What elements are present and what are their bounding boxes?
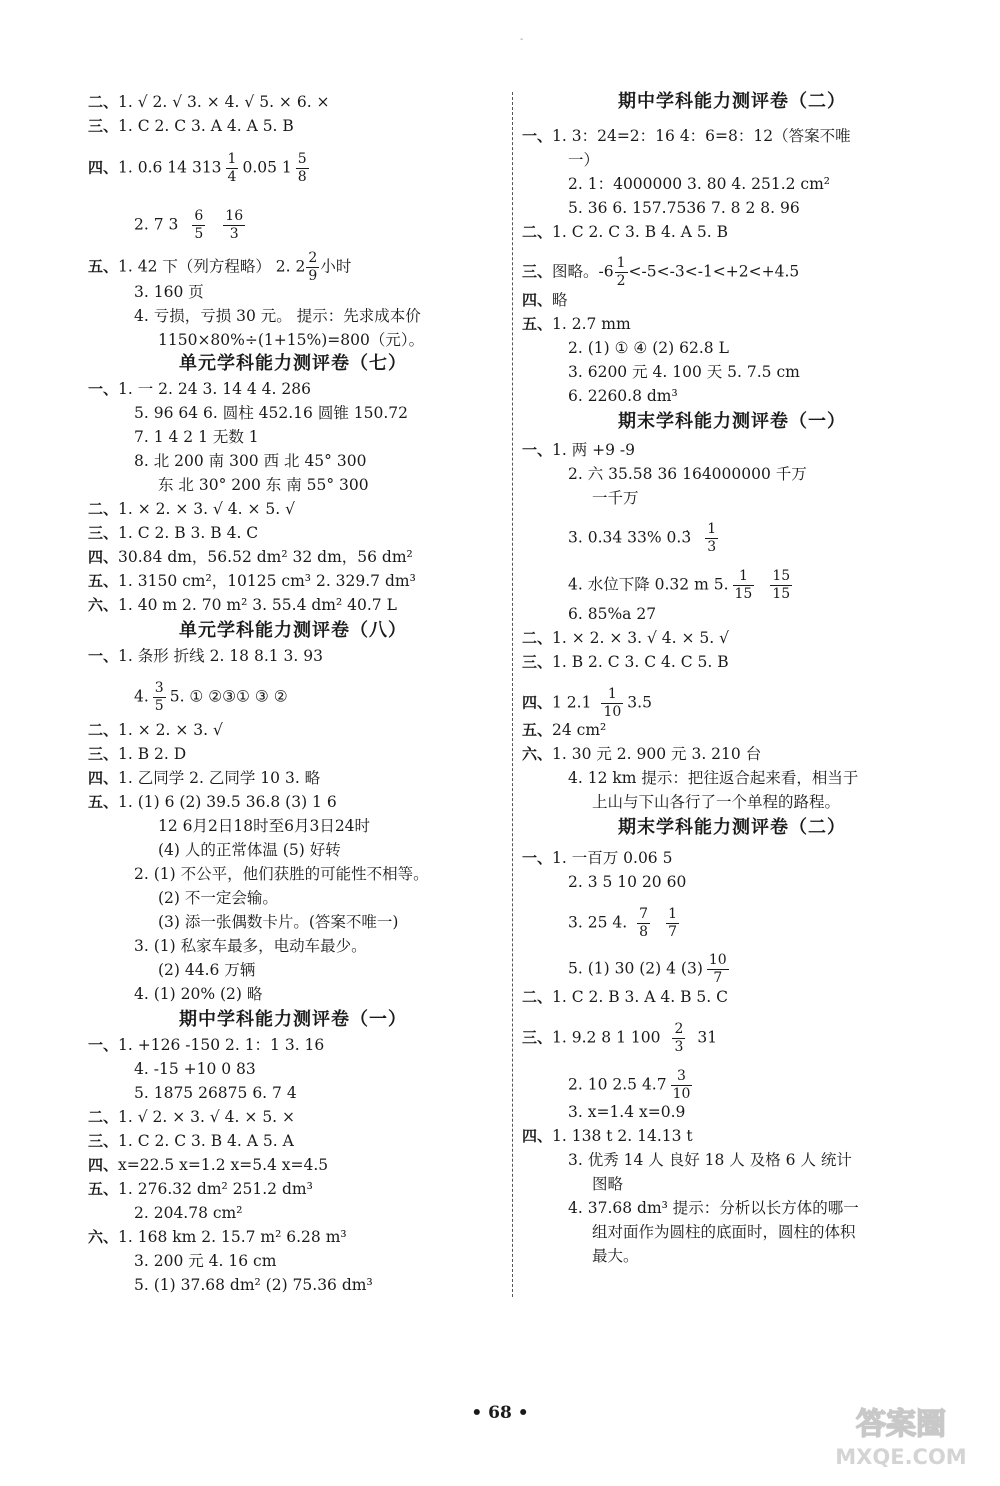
answer-line: 2. (1) 不公平，他们获胜的可能性不相等。 [134,865,429,883]
fraction: $\frac{15}{15}$ [772,568,791,602]
answer-line: 二、1. × 2. × 3. √ [88,721,223,739]
answer-line: 三、1. B 2. D [88,745,187,763]
page-number: • 68 • [471,1403,529,1423]
fraction: $\frac{3}{5}$ [154,680,164,714]
answer-line: 6. 2260.8 dm³ [568,387,678,405]
answer-line: 一、1. 两 +9 -9 [522,441,636,459]
section-heading: 单元学科能力测评卷（七） [179,353,407,374]
answer-line: 图略 [592,1175,624,1193]
answer-line: 四、1. 138 t 2. 14.13 t [522,1127,693,1145]
answer-line: 3. x=1.4 x=0.9 [568,1103,686,1121]
answer-line: 四、30.84 dm，56.52 dm² 32 dm，56 dm² [88,548,413,566]
answer-line: 3. 0.34 33% 0.3̇ $\frac{1}{3}$ [568,521,717,555]
watermark-logo [816,1398,986,1470]
answer-line: 四、1 2.1 $\frac{1}{10}$ 3.5 [522,686,652,720]
fraction: $\frac{5}{8}$ [297,151,307,185]
answer-line: 7. 1 4 2 1 无数 1 [134,428,259,446]
fraction: $\frac{1}{7}$ [668,906,677,940]
answer-line: 六、1. 30 元 2. 900 元 3. 210 台 [522,745,762,763]
section-heading: 期末学科能力测评卷（二） [618,817,846,838]
answer-line: 组对面作为圆柱的底面时，圆柱的体积 [592,1223,856,1241]
answer-line: 4. -15 +10 0 83 [134,1060,256,1078]
answer-line: 4. 12 km 提示：把往返合起来看，相当于 [568,769,859,787]
fraction: $\frac{1}{2}$ [616,255,626,289]
answer-line: 一、1. 条形 折线 2. 18 8.1 3. 93 [88,647,323,665]
fraction: $\frac{2}{3}$ [674,1021,684,1055]
answer-line: (2) 44.6 万辆 [158,961,256,979]
answer-line: 12 6月2日18时至6月3日24时 [158,817,371,835]
answer-line: 2. 1：4000000 3. 80 4. 251.2 cm² [568,175,831,193]
answer-line: 3. 200 元 4. 16 cm [134,1252,277,1270]
answer-line: 六、1. 40 m 2. 70 m² 3. 55.4 dm² 40.7 L [88,596,397,614]
fraction: $\frac{10}{7}$ [708,952,727,986]
answer-line: 3. 6200 元 4. 100 天 5. 7.5 cm [568,363,800,381]
answer-line: 三、图略。-6 $\frac{1}{2}$ <-5<-3<-1<+2<+4.5 [522,255,800,289]
answer-line: 三、1. C 2. B 3. B 4. C [88,524,259,542]
fraction: $\frac{16}{3}$ [225,208,244,242]
answer-line: 五、1. (1) 6 (2) 39.5 36.8 (3) 1 6 [88,793,337,811]
answer-line: 最大。 [592,1247,639,1265]
answer-line: 三、1. 9.2 8 1 100 $\frac{2}{3}$ 31 [522,1021,718,1055]
answer-line: 一） [568,151,600,169]
section-heading: 期末学科能力测评卷（一） [618,411,846,432]
answer-line: 六、1. 168 km 2. 15.7 m² 6.28 m³ [88,1228,347,1246]
answer-line: 4. 水位下降 0.32 m 5. $\frac{1}{15}$ $\frac{15}{15}$ [568,568,791,602]
answer-line: 四、略 [522,291,568,309]
answer-line: 一、1. +126 -150 2. 1：1 3. 16 [88,1036,325,1054]
answer-line: (4) 人的正常体温 (5) 好转 [158,841,341,859]
answer-line: 五、1. 3150 cm²，10125 cm³ 2. 329.7 dm³ [88,572,416,590]
answer-line: 2. 7 3 $\frac{6}{5}$ $\frac{16}{3}$ [134,208,244,242]
answer-line: 4. (1) 20% (2) 略 [134,985,263,1003]
answer-line: 2. 六 35.58 36 164000000 千万 [568,465,807,483]
fraction: $\frac{3}{10}$ [672,1068,691,1102]
answer-line: 二、1. C 2. C 3. B 4. A 5. B [522,223,728,241]
answer-line: 三、1. C 2. C 3. B 4. A 5. A [88,1132,294,1150]
answer-line: 4. $\frac{3}{5}$ 5. ① ②③① ③ ② [134,680,288,714]
answer-line: 五、1. 276.32 dm² 251.2 dm³ [88,1180,313,1198]
answer-line: 五、1. 2.7 mm [522,315,631,333]
answer-line: 3. 160 页 [134,283,204,301]
answer-line: 一千万 [592,489,639,507]
answer-line: 东 北 30° 200 东 南 55° 300 [158,476,369,494]
answer-line: 3. (1) 私家车最多，电动车最少。 [134,937,367,955]
answer-line: 1150×80%÷(1+15%)=800（元）。 [158,331,425,349]
section-heading: 单元学科能力测评卷（八） [179,620,407,641]
fraction: $\frac{2}{9}$ [308,250,318,284]
answer-line: 2. 10 2.5 4.7 $\frac{3}{10}$ [568,1068,691,1102]
fraction: $\frac{1}{10}$ [603,686,622,720]
answer-line: 二、1. × 2. × 3. √ 4. × 5. √ [88,500,296,518]
column-divider [512,92,513,1297]
top-mark: - [520,34,524,45]
answer-line: 3. 优秀 14 人 良好 18 人 及格 6 人 统计 [568,1151,852,1169]
section-heading: 期中学科能力测评卷（二） [618,91,846,112]
fraction: $\frac{1}{3}$ [707,521,717,555]
answer-line: 5. 36 6. 157.7536 7. 8 2 8. 96 [568,199,800,217]
answer-line: 三、1. B 2. C 3. C 4. C 5. B [522,653,729,671]
answer-line: 一、1. 一 2. 24 3. 14 4 4. 286 [88,380,311,398]
answer-line: 5. (1) 30 (2) 4 (3) $\frac{10}{7}$ [568,952,727,986]
answer-line: 二、1. × 2. × 3. √ 4. × 5. √ [522,629,730,647]
answer-line: 5. (1) 37.68 dm² (2) 75.36 dm³ [134,1276,373,1294]
answer-line: 一、1. 一百万 0.06 5 [522,849,673,867]
answer-line: 二、1. C 2. B 3. A 4. B 5. C [522,988,728,1006]
watermark-top-text: 答案圈 [856,1407,946,1442]
answer-line: 4. 37.68 dm³ 提示：分析以长方体的哪一 [568,1199,859,1217]
answer-line: 四、1. 乙同学 2. 乙同学 10 3. 略 [88,769,321,787]
answer-line: 3. 25 4. $\frac{7}{8}$ $\frac{1}{7}$ [568,906,677,940]
answer-line: 二、1. √ 2. × 3. √ 4. × 5. × [88,1108,296,1126]
answer-line: 二、1. √ 2. √ 3. × 4. √ 5. × 6. × [88,93,330,111]
answer-line: 8. 北 200 南 300 西 北 45° 300 [134,452,367,470]
answer-line: (2) 不一定会输。 [158,889,278,907]
fraction: $\frac{1}{4}$ [227,151,237,185]
answer-line: 6. 85%a 27 [568,605,657,623]
watermark-bottom-text: MXQE.COM [835,1445,967,1469]
answer-line: 5. 1875 26875 6. 7 4 [134,1084,297,1102]
answer-line: 2. (1) ① ④ (2) 62.8 L [568,339,729,357]
answer-line: 2. 204.78 cm² [134,1204,243,1222]
answer-line: 四、1. 0.6 14 313 $\frac{1}{4}$ 0.05 1 $\frac{5}{8}$ [88,151,307,185]
answer-line: 四、x=22.5 x=1.2 x=5.4 x=4.5 [88,1156,329,1174]
answer-line: 一、1. 3：24=2：16 4：6=8：12（答案不唯 [522,127,851,145]
answer-line: (3) 添一张偶数卡片。(答案不唯一) [158,913,399,931]
fraction: $\frac{6}{5}$ [194,208,204,242]
answer-line: 三、1. C 2. C 3. A 4. A 5. B [88,117,294,135]
fraction: $\frac{1}{15}$ [734,568,753,602]
fraction: $\frac{7}{8}$ [639,906,649,940]
section-heading: 期中学科能力测评卷（一） [179,1009,407,1030]
answer-line: 上山与下山各行了一个单程的路程。 [592,793,841,811]
answer-line: 2. 3 5 10 20 60 [568,873,687,891]
answer-line: 5. 96 64 6. 圆柱 452.16 圆锥 150.72 [134,404,408,422]
answer-line: 五、1. 42 下（列方程略） 2. 2 $\frac{2}{9}$ 小时 [88,250,352,284]
answer-line: 五、24 cm² [522,721,607,739]
answer-line: 4. 亏损，亏损 30 元。 提示：先求成本价 [134,307,421,325]
